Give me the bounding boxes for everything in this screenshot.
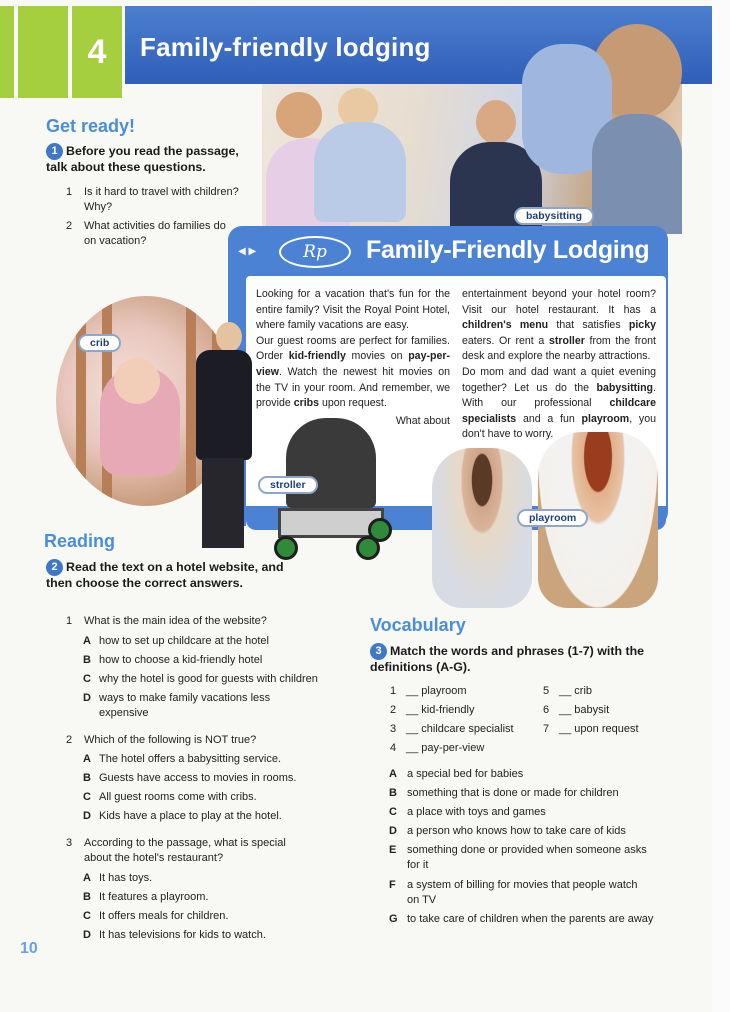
definition-text: something that is done or made for children bbox=[407, 787, 619, 799]
question-text: Which of the following is NOT true? bbox=[84, 734, 257, 746]
get-ready-question bbox=[66, 185, 262, 215]
text-run: upon request. bbox=[319, 397, 387, 410]
woman-body bbox=[196, 350, 252, 460]
question-text: What is the main idea of the website? bbox=[84, 615, 267, 627]
word-text: __ crib bbox=[559, 685, 593, 697]
question-text: What activities do families do on vacation? bbox=[84, 220, 226, 247]
definition-letter: F bbox=[389, 879, 396, 891]
get-ready-instruction bbox=[46, 143, 258, 175]
definition-letter: E bbox=[389, 844, 397, 856]
definition-text: a system of billing for movies that people watch on TV bbox=[407, 879, 638, 906]
answer-option[interactable] bbox=[83, 809, 343, 824]
website-paragraph: Looking for a vacation that's fun for the entire family? Visit the Royal Point Hotel, where family vacations are easy. bbox=[256, 288, 450, 332]
word-number: 1 bbox=[390, 685, 397, 697]
get-ready-instruction-text: Before you read the passage, talk about these questions. bbox=[46, 143, 239, 174]
website-paragraph: What about bbox=[395, 414, 450, 427]
question-number: 3 bbox=[66, 837, 73, 849]
option-text: It offers meals for children. bbox=[99, 910, 229, 922]
word-number: 3 bbox=[390, 723, 397, 735]
word-number: 4 bbox=[390, 742, 397, 754]
vocab-definition bbox=[389, 878, 639, 908]
vocab-word[interactable] bbox=[390, 722, 514, 736]
answer-option[interactable] bbox=[83, 928, 343, 943]
question-number: 1 bbox=[66, 615, 73, 627]
woman-figure bbox=[178, 320, 258, 550]
definition-text: a special bed for babies bbox=[407, 768, 524, 780]
stroller-wheel bbox=[368, 518, 392, 542]
option-letter: D bbox=[83, 929, 91, 941]
option-text: why the hotel is good for guests with children bbox=[99, 673, 318, 685]
definition-letter: G bbox=[389, 913, 398, 925]
question-number: 2 bbox=[66, 220, 73, 232]
text-run: . Watch the newest hit movies on the TV in your room. And remember, we provide bbox=[256, 365, 450, 410]
definition-text: something done or provided when someone asks for it bbox=[407, 844, 647, 871]
vocab-definition bbox=[389, 805, 659, 820]
reading-instruction bbox=[46, 559, 308, 591]
option-text: All guest rooms come with cribs. bbox=[99, 791, 257, 803]
word-text: __ kid-friendly bbox=[406, 704, 475, 716]
answer-option[interactable] bbox=[83, 871, 343, 886]
answer-option[interactable] bbox=[83, 653, 343, 668]
option-letter: A bbox=[83, 635, 91, 647]
text-run: that satisfies bbox=[548, 319, 629, 332]
photo-woman-body bbox=[592, 114, 682, 234]
option-text: Guests have access to movies in rooms. bbox=[99, 772, 297, 784]
answer-option[interactable] bbox=[83, 890, 343, 905]
website-column-left bbox=[256, 287, 450, 429]
option-letter: C bbox=[83, 791, 91, 803]
label-playroom: playroom bbox=[517, 509, 588, 527]
woman-head bbox=[216, 322, 242, 352]
option-text: It features a playroom. bbox=[99, 891, 209, 903]
option-letter: D bbox=[83, 692, 91, 704]
option-letter: B bbox=[83, 772, 91, 784]
keyword: cribs bbox=[293, 397, 320, 410]
definition-text: a place with toys and games bbox=[407, 806, 546, 818]
get-ready-question bbox=[66, 219, 232, 249]
definition-letter: A bbox=[389, 768, 397, 780]
word-text: __ babysit bbox=[559, 704, 610, 716]
option-letter: B bbox=[83, 654, 91, 666]
answer-option[interactable] bbox=[83, 672, 345, 687]
text-run: from the front desk and explore the nearby attractions. bbox=[462, 334, 656, 363]
question-text: According to the passage, what is special about the hotel's restaurant? bbox=[84, 837, 286, 864]
vocab-definition bbox=[389, 843, 651, 873]
vocab-word[interactable] bbox=[543, 703, 609, 717]
text-run: movies on bbox=[345, 350, 409, 363]
option-text: how to choose a kid-friendly hotel bbox=[99, 654, 263, 666]
text-run: Our guest rooms are perfect for families. Order bbox=[256, 334, 450, 363]
option-letter: B bbox=[83, 891, 91, 903]
unit-number: 4 bbox=[72, 6, 122, 98]
website-paragraph bbox=[462, 287, 656, 365]
option-letter: C bbox=[83, 910, 91, 922]
get-ready-heading: Get ready! bbox=[46, 116, 136, 136]
hotel-logo: Rp bbox=[279, 236, 351, 268]
vocab-definition bbox=[389, 912, 659, 927]
answer-option[interactable] bbox=[83, 909, 343, 924]
definition-letter: C bbox=[389, 806, 397, 818]
option-text: ways to make family vacations less expensive bbox=[99, 692, 271, 719]
option-text: It has televisions for kids to watch. bbox=[99, 929, 266, 941]
label-babysitting: babysitting bbox=[514, 207, 594, 225]
word-number: 7 bbox=[543, 723, 550, 735]
keyword: stroller bbox=[548, 334, 585, 347]
definition-letter: B bbox=[389, 787, 397, 799]
answer-option[interactable] bbox=[83, 771, 343, 786]
reading-question bbox=[66, 836, 316, 866]
reading-question bbox=[66, 614, 326, 629]
keyword: children's menu bbox=[462, 319, 549, 332]
keyword: pay-per-view bbox=[256, 350, 450, 378]
text-run: Do mom and dad want a quiet evening together? Let us do the bbox=[462, 365, 656, 394]
vocabulary-instruction bbox=[370, 643, 660, 675]
text-run: . With our professional bbox=[462, 381, 656, 410]
header-accent-strip bbox=[0, 6, 14, 98]
question-number: 2 bbox=[66, 734, 73, 746]
word-number: 6 bbox=[543, 704, 550, 716]
stroller-seat bbox=[286, 418, 376, 508]
word-number: 5 bbox=[543, 685, 550, 697]
reading-instruction-text: Read the text on a hotel website, and then choose the correct answers. bbox=[46, 559, 284, 590]
vocab-word[interactable] bbox=[390, 703, 474, 717]
option-letter: D bbox=[83, 810, 91, 822]
option-text: It has toys. bbox=[99, 872, 153, 884]
option-text: how to set up childcare at the hotel bbox=[99, 635, 269, 647]
keyword: playroom bbox=[581, 412, 630, 425]
option-letter: A bbox=[83, 872, 91, 884]
reading-question bbox=[66, 733, 326, 748]
photo-mother-head bbox=[276, 92, 322, 138]
keyword: picky bbox=[628, 319, 656, 332]
page-number: 10 bbox=[20, 940, 38, 957]
vocab-word[interactable] bbox=[543, 684, 592, 698]
photo-child-body bbox=[314, 122, 406, 222]
answer-option[interactable] bbox=[83, 752, 343, 767]
text-run: eaters. Or rent a bbox=[462, 334, 549, 347]
option-letter: A bbox=[83, 753, 91, 765]
word-text: __ childcare specialist bbox=[406, 723, 514, 735]
vocab-word[interactable] bbox=[390, 684, 467, 698]
word-number: 2 bbox=[390, 704, 397, 716]
question-number: 1 bbox=[66, 186, 73, 198]
option-letter: C bbox=[83, 673, 91, 685]
activity-number-1: 1 bbox=[46, 143, 63, 160]
woman-legs bbox=[202, 458, 244, 548]
question-text: Is it hard to travel with children? Why? bbox=[84, 186, 239, 213]
website-title: Family-Friendly Lodging bbox=[366, 236, 650, 264]
option-text: Kids have a place to play at the hotel. bbox=[99, 810, 282, 822]
keyword: childcare specialists bbox=[462, 397, 656, 425]
website-paragraph bbox=[256, 334, 450, 412]
family-photo bbox=[262, 84, 682, 234]
stroller-wheel bbox=[274, 536, 298, 560]
website-column-right bbox=[462, 287, 656, 443]
word-text: __ pay-per-view bbox=[406, 742, 485, 754]
baby-head bbox=[114, 358, 160, 404]
answer-option[interactable] bbox=[83, 634, 343, 649]
word-text: __ playroom bbox=[406, 685, 467, 697]
vocab-word[interactable] bbox=[390, 741, 484, 755]
unit-title: Family-friendly lodging bbox=[140, 32, 431, 62]
photo-father-head bbox=[476, 100, 516, 144]
vocab-definition bbox=[389, 824, 664, 839]
label-crib: crib bbox=[78, 334, 121, 352]
activity-number-2: 2 bbox=[46, 559, 63, 576]
text-run: and a fun bbox=[516, 412, 582, 425]
vocab-definition bbox=[389, 786, 659, 801]
label-stroller: stroller bbox=[258, 476, 318, 494]
text-run: entertainment beyond your hotel room? Visit our hotel restaurant. It has a bbox=[462, 288, 656, 316]
definition-letter: D bbox=[389, 825, 397, 837]
answer-option[interactable] bbox=[83, 790, 343, 805]
word-text: __ upon request bbox=[559, 723, 639, 735]
keyword: babysitting bbox=[596, 381, 654, 394]
website-nav-arrows[interactable]: ◀ ▶ bbox=[238, 246, 257, 257]
vocab-word[interactable] bbox=[543, 722, 639, 736]
option-text: The hotel offers a babysitting service. bbox=[99, 753, 282, 765]
keyword: kid-friendly bbox=[288, 350, 346, 363]
vocabulary-heading: Vocabulary bbox=[370, 615, 466, 635]
text-run: , you don't have to worry. bbox=[462, 412, 657, 441]
page-edge bbox=[712, 0, 730, 1012]
vocabulary-instruction-text: Match the words and phrases (1-7) with the definitions (A-G). bbox=[370, 643, 645, 674]
header-accent-block bbox=[18, 6, 68, 98]
vocab-definition bbox=[389, 767, 659, 782]
answer-option[interactable] bbox=[83, 691, 303, 720]
girl-figure bbox=[432, 448, 532, 608]
definition-text: a person who knows how to take care of kids bbox=[407, 825, 626, 837]
reading-heading: Reading bbox=[44, 531, 116, 551]
definition-text: to take care of children when the parents are away bbox=[407, 913, 654, 925]
activity-number-3: 3 bbox=[370, 643, 387, 660]
crib-bar bbox=[76, 296, 86, 506]
